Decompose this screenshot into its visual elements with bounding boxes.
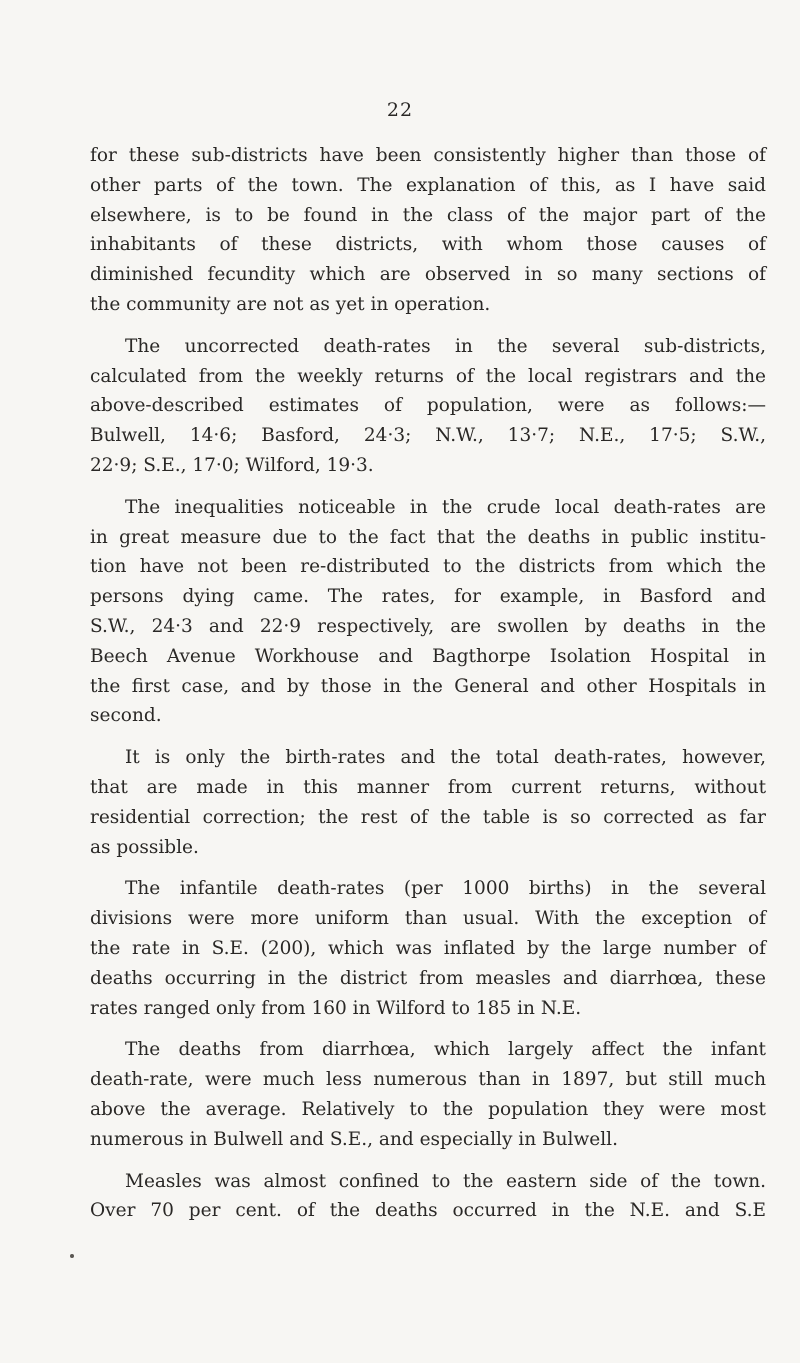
paragraph-diarrhoea — [90, 1035, 766, 1154]
text-line: above-described estimates of population, were as follows:— — [90, 395, 766, 417]
text-line: rates ranged only from 160 in Wilford to 185 in N.E. — [90, 997, 582, 1019]
margin-mark — [70, 1254, 74, 1258]
paragraph-birth-rates — [90, 743, 766, 862]
text-line: Bulwell, 14·6; Basford, 24·3; N.W., 13·7; N.E., 17·5; S.W., — [90, 425, 766, 447]
text-line: tion have not been re-distributed to the districts from which the — [90, 556, 766, 578]
text-line: above the average. Relatively to the population they were most — [90, 1098, 766, 1120]
text-line: The uncorrected death-rates in the several sub-districts, — [125, 335, 766, 357]
text-line: as possible. — [90, 836, 199, 858]
text-line: The inequalities noticeable in the crude local death-rates are — [125, 496, 766, 518]
text-line: 22·9; S.E., 17·0; Wilford, 19·3. — [90, 454, 374, 476]
text-line: the community are not as yet in operation. — [90, 293, 491, 315]
text-line: deaths occurring in the district from measles and diarrhœa, these — [90, 967, 766, 989]
text-line: death-rate, were much less numerous than in 1897, but still much — [90, 1069, 766, 1091]
page-number: 22 — [386, 99, 414, 121]
text-line: Over 70 per cent. of the deaths occurred in the N.E. and S.E — [90, 1200, 766, 1222]
text-line: that are made in this manner from current returns, without — [90, 776, 766, 798]
paragraph-measles — [90, 1167, 766, 1227]
text-line: elsewhere, is to be found in the class of the major part of the — [90, 204, 766, 226]
text-line: residential correction; the rest of the table is so corrected as far — [90, 806, 766, 828]
text-line: in great measure due to the fact that the deaths in public institu- — [90, 526, 766, 548]
paragraph-uncorrected-death-rates — [90, 332, 766, 481]
text-line: The infantile death-rates (per 1000 births) in the several — [125, 878, 766, 900]
text-line: the rate in S.E. (200), which was inflated by the large number of — [90, 937, 766, 959]
paragraph-fecundity — [90, 141, 766, 320]
text-line: inhabitants of these districts, with whom those causes of — [90, 234, 766, 256]
text-line: Beech Avenue Workhouse and Bagthorpe Isolation Hospital in — [90, 645, 766, 667]
text-line: divisions were more uniform than usual. With the exception of — [90, 908, 766, 930]
text-line: diminished fecundity which are observed in so many sections of — [90, 264, 766, 286]
text-line: It is only the birth-rates and the total death-rates, however, — [125, 747, 766, 769]
text-line: S.W., 24·3 and 22·9 respectively, are swollen by deaths in the — [90, 615, 766, 637]
text-line: numerous in Bulwell and S.E., and especially in Bulwell. — [90, 1128, 618, 1150]
text-line: the first case, and by those in the General and other Hospitals in — [90, 675, 766, 697]
paragraph-infantile-death-rates — [90, 874, 766, 1023]
text-line: Measles was almost confined to the eastern side of the town. — [125, 1170, 766, 1192]
text-line: for these sub-districts have been consistently higher than those of — [90, 145, 766, 166]
text-line: other parts of the town. The explanation of this, as I have said — [90, 174, 766, 196]
paragraph-inequalities — [90, 493, 766, 731]
body-text — [90, 141, 766, 1238]
text-line: calculated from the weekly returns of the local registrars and the — [90, 365, 766, 387]
text-line: second. — [90, 705, 162, 727]
text-line: The deaths from diarrhœa, which largely affect the infant — [125, 1039, 766, 1061]
text-line: persons dying came. The rates, for example, in Basford and — [90, 586, 766, 608]
